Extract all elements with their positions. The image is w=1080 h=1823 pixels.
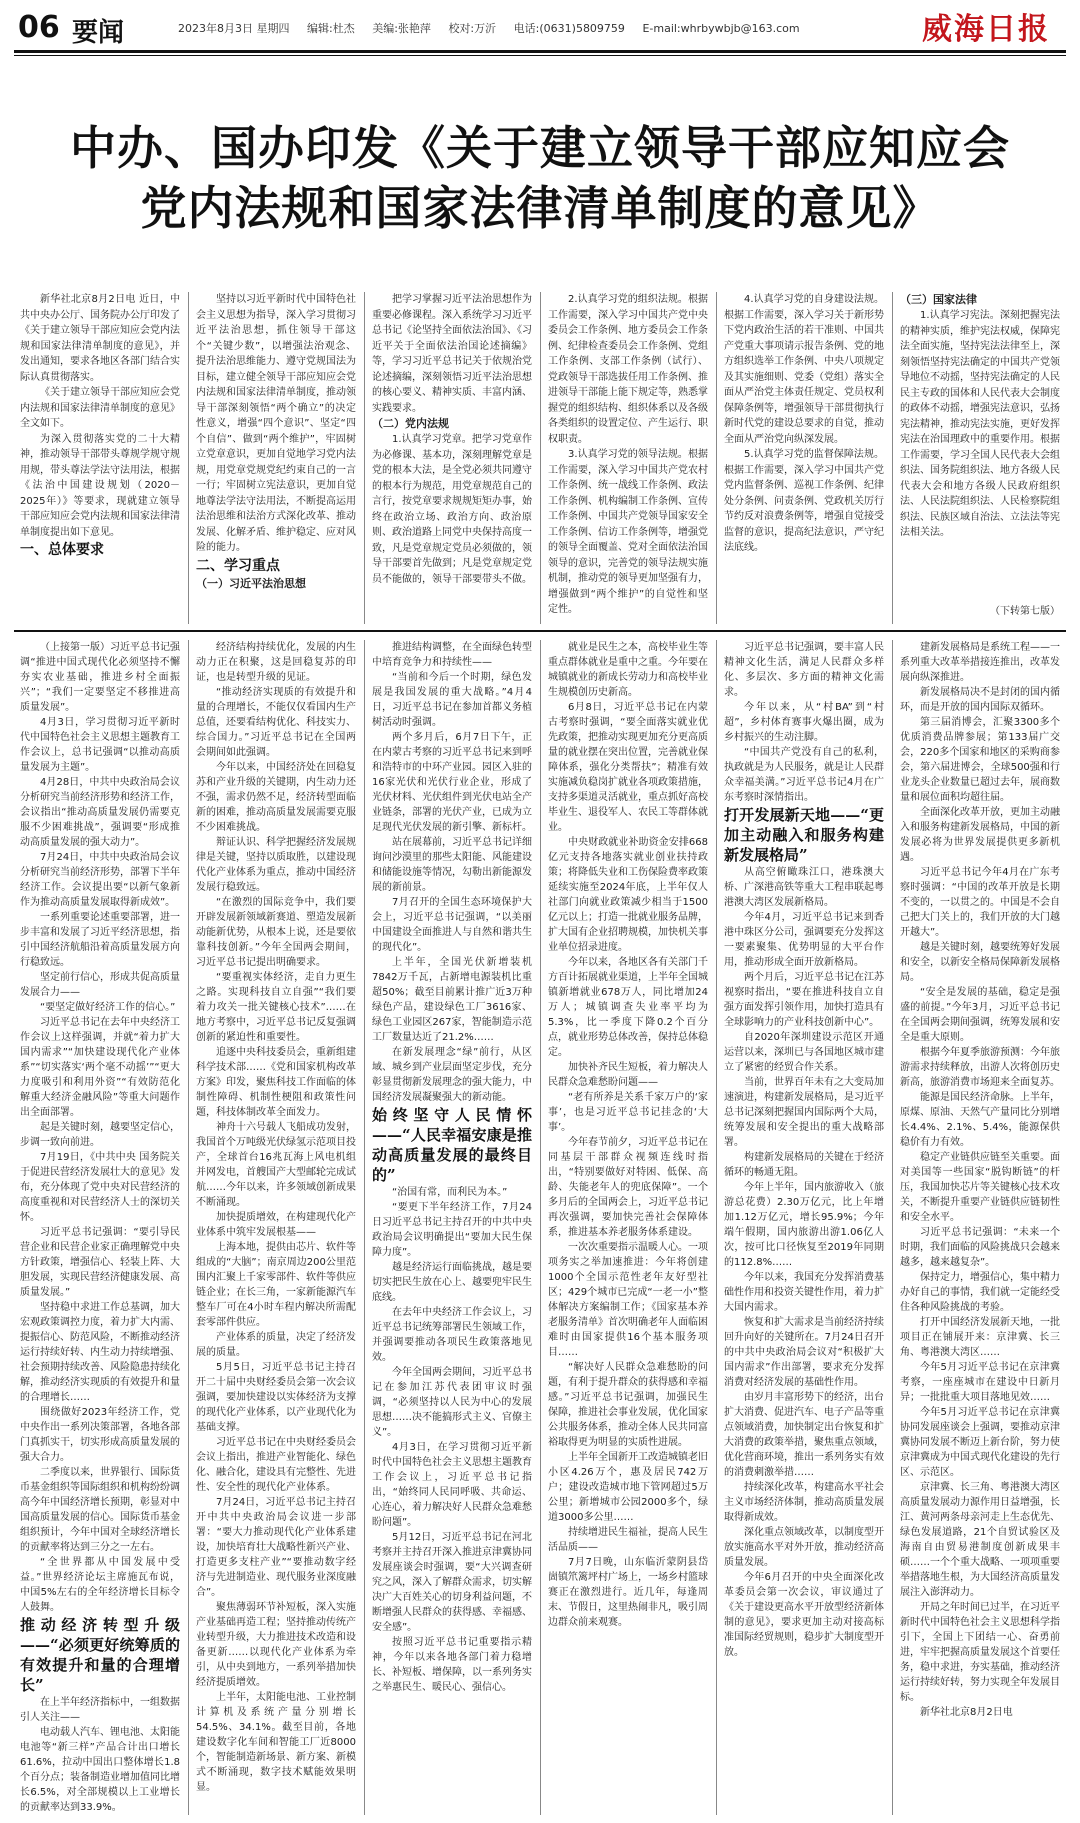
paragraph: 今年以来，中国经济处在回稳复苏和产业升级的关键期，内生动力还不强，需求仍然不足，经济转型面临新的困难，推动高质量发展需要克服不少困难挑战。 [196, 762, 356, 833]
paragraph: 开局之年时间已过半，在习近平新时代中国特色社会主义思想科学指引下，全国上下团结一心、奋勇前进，牢牢把握高质量发展这个首要任务，稳中求进，夯实基础，推动经济运行持续好转，努力实现全年发展目标。 [900, 1602, 1060, 1703]
section-name: 要闻 [72, 18, 125, 48]
paragraph: 京津冀、长三角、粤港澳大湾区高质量发展动力源作用日益增强，长江、黄河两条母亲河走上生态优先、绿色发展道路，21个自贸试验区及海南自由贸易港制度创新成果丰硕……一个个重大战略、一项项重要举措落地生根，为大国经济高质量发展注入澎湃动力。 [900, 1482, 1060, 1598]
paragraph: 在新发展理念“绿”前行，从区域、城乡到产业层面坚定步伐，充分彰显贯彻新发展理念的强大能力，中国经济发展凝聚强大的新动能。 [372, 1047, 532, 1103]
paragraph: 加快补齐民生短板，着力解决人民群众急难愁盼问题—— [548, 1062, 708, 1088]
paragraph: 习近平总书记在去年中央经济工作会议上这样强调，并就“着力扩大国内需求”“加快建设现代化产业体系”“切实落实‘两个毫不动摇’”“更大力度吸引和利用外资”“有效防范化解重大经济金融风险”等重大问题作出全面部署。 [20, 1017, 180, 1118]
paragraph: 为深入贯彻落实党的二十大精神，推动领导干部带头尊规学规守规用规，带头尊法学法守法用法，根据《法治中国建设规划（2020－2025年）》等要求，现就建立领导干部应知应会党内法规和国家法律清单制度提出如下意见。 [20, 433, 180, 538]
lower-col-5 [724, 640, 884, 1815]
paragraph: 深化重点领域改革，以制度型开放实施高水平对外开放，推动经济高质量发展。 [724, 1527, 884, 1568]
paragraph: 习近平总书记今年4月在广东考察时强调：“中国的改革开放是长期不变的，一以贯之的。中国是不会自己把大门关上的，我们开放的大门越开越大”。 [900, 867, 1060, 938]
column-divider [716, 640, 717, 1815]
section-heading: 始终坚守人民情怀——“人民幸福安康是推动高质量发展的最终目的” [372, 1106, 532, 1184]
lower-col-4 [548, 640, 708, 1815]
paragraph: “解决好人民群众急难愁盼的问题，有利于提升群众的获得感和幸福感。”习近平总书记强调，加强民生保障，推进社会事业发展，优化国家公共服务体系，推动全体人民共同富裕取得更为明显的实质性进展。 [548, 1362, 708, 1448]
paragraph: 6月8日，习近平总书记在内蒙古考察时强调，“要全面落实就业优先政策，把推动实现更加充分更高质量的就业摆在突出位置，完善就业保障体系，强化分类帮扶”；精准有效实施减负稳岗扩就业各项政策措施，支持多渠道灵活就业，重点抓好高校毕业生、退役军人、农民工等群体就业。 [548, 702, 708, 833]
upper-col-3 [372, 292, 532, 624]
paragraph: 3.认真学习党的领导法规。根据工作需要，深入学习中国共产党农村工作条例、统一战线工作条例、政法工作条例、机构编制工作条例、宣传工作条例、中国共产党领导国家安全工作条例、信访工作条例等，增强党的领导全面覆盖、党对全面依法治国领导的意识，完善党的领导法规实施机制，推动党的领导更加坚强有力，增强做到“两个维护”的自觉性和坚定性。 [548, 449, 708, 615]
paragraph: “要重视实体经济，走自力更生之路。实现科技自立自强”“我们要着力攻关一批关键核心技术”……在地方考察中，习近平总书记反复强调创新的紧迫性和重要性。 [196, 972, 356, 1043]
paragraph: （上接第一版）习近平总书记强调“推进中国式现代化必须坚持不懈夯实农业基础，推进乡村全面振兴”；“我们一定要坚定不移推进高质量发展”。 [20, 642, 180, 713]
paragraph: 4.认真学习党的自身建设法规。根据工作需要，深入学习关于新形势下党内政治生活的若干准则、中国共产党重大事项请示报告条例、党的地方组织选举工作条例、中央八项规定及其实施细则、党委（党组）落实全面从严治党主体责任规定、党员权利保障条例等，增强领导干部贯彻执行新时代党的建设总要求的自觉，推动全面从严治党向纵深发展。 [724, 294, 884, 445]
paragraph: 在去年中央经济工作会议上，习近平总书记统筹部署民生领域工作，并强调要推动各项民生政策落地见效。 [372, 1307, 532, 1363]
paragraph: 2.认真学习党的组织法规。根据工作需要，深入学习中国共产党中央委员会工作条例、地方委员会工作条例、纪律检查委员会工作条例、党组工作条例、支部工作条例（试行）、党政领导干部选拔任用工作条例、推进领导干部能上能下规定等，熟悉掌握党的组织结构、组织体系以及各级各类组织的设置定位、产生运行、职权职责。 [548, 294, 708, 445]
continued-note: （下转第七版） [990, 606, 1060, 617]
headline-line-2: 党内法规和国家法律清单制度的意见》 [140, 181, 940, 235]
column-divider [364, 292, 365, 624]
header-meta [178, 20, 814, 36]
lower-col-3 [372, 640, 532, 1815]
paragraph: 7月19日，《中共中央 国务院关于促进民营经济发展壮大的意见》发布，充分体现了党中央对民营经济的高度重视和对民营经济人士的深切关怀。 [20, 1152, 180, 1223]
paragraph: 辩证认识、科学把握经济发展规律是关键，坚持以质取胜，以建设现代化产业体系为重点，推动中国经济发展行稳致远。 [196, 837, 356, 893]
upper-col-6 [900, 292, 1060, 624]
paragraph: 新发展格局决不是封闭的国内循环，而是开放的国内国际双循环。 [900, 687, 1060, 713]
column-divider [364, 640, 365, 1815]
paragraph: 一系列重要论述重要部署，进一步丰富和发展了习近平经济思想，指引中国经济航船沿着高质量发展方向行稳致远。 [20, 912, 180, 968]
paragraph: 《关于建立领导干部应知应会党内法规和国家法律清单制度的意见》全文如下。 [20, 387, 180, 429]
newspaper-logo: 威海日报 [922, 12, 1050, 47]
paragraph: 坚持以习近平新时代中国特色社会主义思想为指导，深入学习贯彻习近平法治思想，抓住领导干部这个“关键少数”，以增强法治观念、提升法治思维能力、遵守党规国法为目标，建立健全领导干部应知应会党内法规和国家法律清单制度，推动领导干部深刻领悟“两个确立”的决定性意义，增强“四个意识”、坚定“四个自信”、做到“两个维护”，牢固树立党章意识，更加自觉地学习党内法规，用党章党规党纪约束自己的一言一行；牢固树立宪法意识，更加自觉地尊法学法守法用法，不断提高运用法治思维和法治方式深化改革、推动发展、化解矛盾、维护稳定、应对风险的能力。 [196, 294, 356, 553]
section-heading: 推动经济转型升级——“必须更好统筹质的有效提升和量的合理增长” [20, 1616, 180, 1694]
paragraph: 5月5日，习近平总书记主持召开二十届中央财经委员会第一次会议强调，要加快建设以实体经济为支撑的现代化产业体系，以产业现代化为基础支撑。 [196, 1362, 356, 1433]
paragraph: “推动经济实现质的有效提升和量的合理增长，不能仅仅看国内生产总值，还要看结构优化、科技实力、综合国力。”习近平总书记在全国两会期间如此强调。 [196, 687, 356, 758]
paragraph: 建新发展格局是系统工程——一系列重大改革举措接连推出，改革发展向纵深推进。 [900, 642, 1060, 683]
paragraph: 今年以来，从“村BA”到“村超”，乡村体育赛事火爆出圈，成为乡村振兴的生动注脚。 [724, 702, 884, 743]
editor: 编辑:杜杰 [307, 22, 355, 35]
main-headline [20, 118, 1060, 238]
lower-col-2 [196, 640, 356, 1815]
paragraph: 4月3日，在学习贯彻习近平新时代中国特色社会主义思想主题教育工作会议上，习近平总书记指出，“始终同人民同呼吸、共命运、心连心，着力解决好人民群众急难愁盼问题”。 [372, 1442, 532, 1528]
paragraph: 两个月后，习近平总书记在江苏视察时指出，“要在推进科技自立自强方面发挥引领作用，加快打造具有全球影响力的产业科技创新中心”。 [724, 972, 884, 1028]
paragraph: 由岁月丰富形势下的经济，出台扩大消费、促进汽车、电子产品等重点领域消费，加快制定出台恢复和扩大消费的政策举措，聚焦重点领域，优化营商环境，推出一系列务实有效的消费刺激举措…… [724, 1392, 884, 1478]
paragraph: 今年上半年，国内旅游收入（旅游总花费）2.30万亿元，比上年增加1.12万亿元，增长95.9%；今年端午假期，国内旅游出游1.06亿人次，按可比口径恢复至2019年同期的112.8%…… [724, 1182, 884, 1268]
paragraph: 从高空俯瞰珠江口，港珠澳大桥、广深港高铁等重大工程串联起粤港澳大湾区发展新格局。 [724, 867, 884, 908]
upper-col-1 [20, 292, 180, 624]
paragraph: 今年5月习近平总书记在京津冀考察，一座座城市在建设中日新月异；一批批重大项目落地见效…… [900, 1362, 1060, 1403]
paragraph: 7月24日，习近平总书记主持召开中共中央政治局会议进一步部署：“要大力推动现代化产业体系建设，加快培育壮大战略性新兴产业、打造更多支柱产业”“要推动数字经济与先进制造业、现代服务业深度融合”。 [196, 1497, 356, 1598]
paragraph: 两个多月后，6月7日下午，正在内蒙古考察的习近平总书记来到呼和浩特市的中环产业园。园区入驻的16家光伏和光伏行业企业，形成了光伏材料、光伏组件到光伏电站全产业链条，部署的光伏产业，已成为立足现代光伏发展的新引擎、新标杆。 [372, 732, 532, 833]
paragraph: 能源是国民经济命脉。上半年，原煤、原油、天然气产量同比分别增长4.4%、2.1%、5.4%，能源保供稳价有力有效。 [900, 1092, 1060, 1148]
paragraph: 今年以来，我国充分发挥消费基础性作用和投资关键性作用，着力扩大国内需求。 [724, 1272, 884, 1313]
paragraph: 上半年，全国光伏新增装机7842万千瓦，占新增电源装机比重超50%；截至目前累计推广近3万种绿色产品，建设绿色工厂3616家、绿色工业园区267家，智能制造示范工厂数量达近了21.2%…… [372, 957, 532, 1043]
paragraph: “要更下半年经济工作，7月24日习近平总书记主持召开的中共中央政治局会议明确提出“要加大民生保障力度”。 [372, 1202, 532, 1258]
paragraph: 今年春节前夕，习近平总书记在同基层干部群众视频连线时指出，“特别要做好对特困、低保、高龄、失能老年人的兜底保障”。一个多月后的全国两会上，习近平总书记再次强调，要加快完善社会保障体系，推进基本养老服务体系建设。 [548, 1137, 708, 1238]
paragraph: 越是经济运行面临挑战，越是要切实把民生放在心上、越要兜牢民生底线。 [372, 1262, 532, 1303]
sub-heading: （一）习近平法治思想 [196, 576, 306, 590]
dateline: 新华社北京8月2日电 [920, 1707, 1013, 1718]
paragraph: 4月3日，学习贯彻习近平新时代中国特色社会主义思想主题教育工作会议上，总书记强调“以推动高质量发展为主题”。 [20, 717, 180, 773]
paragraph: 今年6月召开的中央全面深化改革委员会第一次会议，审议通过了《关于建设更高水平开放型经济新体制的意见》，要求更加主动对接高标准国际经贸规则，稳步扩大制度型开放。 [724, 1572, 884, 1658]
paragraph: 自2020年深圳建设示范区开通运营以来，深圳已与各国地区城市建立了紧密的经贸合作关系。 [724, 1032, 884, 1073]
column-divider [188, 292, 189, 624]
paragraph: 围绕做好2023年经济工作，党中央作出一系列决策部署，各地各部门真抓实干，切实形成高质量发展的强大合力。 [20, 1407, 180, 1463]
column-divider [540, 292, 541, 624]
paragraph: “中国共产党没有自己的私利，执政就是为人民服务，就是让人民群众幸福美满。”习近平总书记4月在广东考察时深情指出。 [724, 747, 884, 803]
upper-col-2 [196, 292, 356, 624]
lower-col-1 [20, 640, 180, 1815]
paragraph: 5月12日，习近平总书记在河北考察并主持召开深入推进京津冀协同发展座谈会时强调，要“大兴调查研究之风，深入了解群众需求，切实解决广大百姓关心的切身利益问题，不断增强人民群众的获得感、幸福感、安全感”。 [372, 1532, 532, 1633]
paragraph: 坚定前行信心，形成共促高质量发展合力—— [20, 972, 180, 998]
paragraph: 上海本地，提供由芯片、软件等组成的“大脑”；南京周边200公里范围内汇聚上千家零部件、软件等供应链企业；在长三角，一家新能源汽车整车厂可在4小时车程内解决所需配套零部件供应。 [196, 1242, 356, 1328]
paragraph: 把学习掌握习近平法治思想作为重要必修课程。深入系统学习习近平总书记《论坚持全面依法治国》、《习近平关于全面依法治国论述摘编》等，学习习近平总书记关于依规治党论述摘编，深刻领悟习近平法治思想的核心要义、精神实质、丰富内涵、实践要求。 [372, 294, 532, 414]
paragraph: 构建新发展格局的关键在于经济循环的畅通无阻。 [724, 1152, 884, 1178]
paragraph: 二季度以来，世界银行、国际货币基金组织等国际组织和机构纷纷调高今年中国经济增长预期，彰显对中国高质量发展的信心。国际货币基金组织预计，今年中国对全球经济增长的贡献率将达到三分之一左右。 [20, 1467, 180, 1553]
paragraph: 7月召开的全国生态环境保护大会上，习近平总书记强调，“以美丽中国建设全面推进人与自然和谐共生的现代化”。 [372, 897, 532, 953]
paragraph: “要坚定做好经济工作的信心。” [40, 1002, 176, 1013]
paragraph: 新华社北京8月2日电 近日，中共中央办公厅、国务院办公厅印发了《关于建立领导干部应知应会党内法规和国家法律清单制度的意见》，并发出通知，要求各地区各部门结合实际认真贯彻落实。 [20, 294, 180, 383]
paragraph: 习近平总书记强调：“要引导民营企业和民营企业家正确理解党中央方针政策，增强信心、轻装上阵、大胆发展，实现民营经济健康发展、高质量发展。” [20, 1227, 180, 1298]
paragraph: 站在展幕前，习近平总书记详细询问沙漠里的那些太阳能、风能建设和储能设施等情况，勾勒出新能源发展的新前景。 [372, 837, 532, 893]
paragraph: 上半年全国新开工改造城镇老旧小区4.26万个，惠及居民742万户；建设改造城市地下管网超过5万公里；新增城市公园2000多个，绿道3000多公里…… [548, 1452, 708, 1523]
paragraph: 7月7日晚，山东临沂蒙阴县岱崮镇笊篱坪村广场上，一场乡村篮球赛正在激烈进行。近几年，每逢周末、节假日，这里热闹非凡，吸引周边群众前来观赛。 [548, 1557, 708, 1628]
paragraph: 追逐中央科技委员会，重新组建科学技术部……《党和国家机构改革方案》印发，聚焦科技工作面临的体制性障碍、机制性梗阻和政策性问题，科技体制改革全面发力。 [196, 1047, 356, 1118]
column-divider [188, 640, 189, 1815]
paragraph: 产业体系的质量，决定了经济发展的质量。 [196, 1332, 356, 1358]
section-divider [14, 630, 1066, 632]
header-rule-thin [14, 55, 1066, 56]
paragraph: 今年5月习近平总书记在京津冀协同发展座谈会上强调，要推动京津冀协同发展不断迈上新台阶，努力使京津冀成为中国式现代化建设的先行区、示范区。 [900, 1407, 1060, 1478]
paragraph: 推进结构调整，在全面绿色转型中培育竞争力和持续性—— [372, 642, 532, 668]
paragraph: 起是关键时刻，越要坚定信心，步调一致向前进。 [20, 1122, 180, 1148]
designer: 美编:张艳萍 [372, 22, 431, 35]
column-divider [892, 640, 893, 1815]
paragraph: 越是关键时刻，越要统筹好发展和安全，以新安全格局保障新发展格局。 [900, 942, 1060, 983]
proofreader: 校对:万沂 [448, 22, 497, 35]
paragraph: 在上半年经济指标中，一组数据引人关注—— [20, 1697, 180, 1723]
paragraph: 习近平总书记在中央财经委员会会议上指出，推进产业智能化、绿色化、融合化，建设具有完整性、先进性、安全性的现代化产业体系。 [196, 1437, 356, 1493]
section-heading: 二、学习重点 [196, 557, 280, 574]
paragraph: “治国有常，而利民为本。” [392, 1187, 508, 1198]
paragraph: 恢复和扩大需求是当前经济持续回升向好的关键所在。7月24日召开的中共中央政治局会议对“积极扩大国内需求”作出部署，要求充分发挥消费对经济发展的基础性作用。 [724, 1317, 884, 1388]
paragraph: 全面深化改革开放，更加主动融入和服务构建新发展格局，中国的新发展必将为世界发展提供更多新机遇。 [900, 807, 1060, 863]
paragraph: 持续增进民生福祉，提高人民生活品质—— [548, 1527, 708, 1553]
paragraph: 今年以来，各地区各有关部门千方百计拓展就业渠道，上半年全国城镇新增就业678万人，同比增加24万人；城镇调查失业率平均为5.3%，比一季度下降0.2个百分点，就业形势总体改善，保持总体稳定。 [548, 957, 708, 1058]
paragraph: 5.认真学习党的监督保障法规。根据工作需要，深入学习中国共产党党内监督条例、巡视工作条例、纪律处分条例、问责条例、党政机关厉行节约反对浪费条例等，增强自觉接受监督的意识，提高纪法意识，严守纪法底线。 [724, 449, 884, 553]
paragraph: 聚焦薄弱环节补短板，深入实施产业基础再造工程；坚持推动传统产业转型升级，大力推进技术改造和设备更新……以现代化产业体系为牵引，从中央到地方，一系列举措加快经济提质增效。 [196, 1602, 356, 1688]
paragraph: “当前和今后一个时期，绿色发展是我国发展的重大战略。”4月4日，习近平总书记在参加首都义务植树活动时强调。 [372, 672, 532, 728]
paragraph: 习近平总书记强调，要丰富人民精神文化生活，满足人民群众多样化、多层次、多方面的精神文化需求。 [724, 642, 884, 698]
paragraph: 今年4月，习近平总书记来到香港中珠区分公司，强调要充分发挥这一要素聚集、优势明显的大平台作用，推动形成全面开放新格局。 [724, 912, 884, 968]
paragraph: 今年全国两会期间，习近平总书记在参加江苏代表团审议时强调，“必须坚持以人民为中心的发展思想……决不能搞形式主义、官僚主义”。 [372, 1367, 532, 1438]
page-header [0, 0, 1080, 58]
paragraph: 就业是民生之本，高校毕业生等重点群体就业是重中之重。今年要在城镇就业的新成长劳动力和高校毕业生规模创历史新高。 [548, 642, 708, 698]
paragraph: 当前，世界百年未有之大变局加速演进，构建新发展格局，是习近平总书记深刻把握国内国际两个大局，统筹发展和安全提出的重大战略部署。 [724, 1077, 884, 1148]
paragraph: 1.认真学习党章。把学习党章作为必修课、基本功，深刻理解党章是党的根本大法，是全党必须共同遵守的根本行为规范，用党章规范自己的言行，按党章要求规规矩矩办事，始终在政治立场、政治方向、政治原则、政治道路上同党中央保持高度一致，凡是党章规定党员必须做的，领导干部要首先做到；凡是党章规定党员不能做的，领导干部要带头不做。 [372, 434, 532, 585]
paragraph: 经济结构持续优化，发展的内生动力正在积聚，这是回稳复苏的印证，也是转型升级的见证。 [196, 642, 356, 683]
paragraph: “安全是发展的基础，稳定是强盛的前提。”今年3月，习近平总书记在全国两会期间强调，统筹发展和安全是重大原则。 [900, 987, 1060, 1043]
paragraph: 4月28日，中共中央政治局会议分析研究当前经济形势和经济工作，会议指出“推动高质量发展仍需要克服不少困难挑战”，强调要“形成推动高质量发展的强大动力”。 [20, 777, 180, 848]
section-heading: 一、总体要求 [20, 542, 104, 558]
headline-line-1: 中办、国办印发《关于建立领导干部应知应会 [70, 121, 1010, 175]
paragraph: 1.认真学习宪法。深刻把握宪法的精神实质，维护宪法权威，保障宪法全面实施，坚持宪法法律至上，深刻领悟坚持宪法确定的中国共产党领导地位不动摇，坚持宪法确定的人民民主专政的国体和人民代表大会制度的政体不动摇，增强宪法意识，弘扬宪法精神，推动宪法实施，更好发挥宪法在治国理政中的重要作用。根据工作需要，学习全国人民代表大会组织法、国务院组织法、地方各级人民代表大会和地方各级人民政府组织法、人民法院组织法、人民检察院组织法、民族区域自治法、立法法等宪法相关法。 [900, 310, 1060, 538]
sub-heading: （二）党内法规 [372, 417, 449, 430]
lower-col-6 [900, 640, 1060, 1815]
paragraph: 第三届消博会，汇聚3300多个优质消费品牌参展；第133届广交会，220多个国家和地区的采购商参会，第六届进博会，全球500强和行业龙头企业数量已超过去年，展商数量和展位面积均超往届。 [900, 717, 1060, 803]
column-divider [540, 640, 541, 1815]
paragraph: 持续深化改革，构建高水平社会主义市场经济体制，推动高质量发展取得新成效。 [724, 1482, 884, 1523]
column-divider [892, 292, 893, 624]
paragraph: 加快提质增效，在构建现代化产业体系中筑牢发展根基—— [196, 1212, 356, 1238]
paragraph: 一次次重要指示温暖人心。一项项务实之举加速推进：今年将创建1000个全国示范性老年友好型社区；429个城市已完成“一老一小”整体解决方案编制工作；《国家基本养老服务清单》首次明确老年人面临困难时由国家提供16个基本服务项目…… [548, 1242, 708, 1358]
upper-col-4 [548, 292, 708, 624]
paragraph: 神舟十六号载人飞船成功发射，我国首个万吨级光伏绿氢示范项目投产，全球首台16兆瓦海上风电机组并网发电，首艘国产大型邮轮完成试航……今年以来，许多领域创新成果不断涌现。 [196, 1122, 356, 1208]
paragraph: 习近平总书记强调：“未来一个时期，我们面临的风险挑战只会越来越多，越来越复杂”。 [900, 1227, 1060, 1268]
paragraph: 7月24日，中共中央政治局会议分析研究当前经济形势，部署下半年经济工作。会议提出要“以新气象新作为推动高质量发展取得新成效”。 [20, 852, 180, 908]
paragraph: 稳定产业链供应链至关重要。面对美国等一些国家“脱钩断链”的杆压，我国加快芯片等关键核心技术攻关，不断提升重要产业链供应链韧性和安全水平。 [900, 1152, 1060, 1223]
paragraph: 中央财政就业补助资金安排668亿元支持各地落实就业创业扶持政策；将降低失业和工伤保险费率政策延续实施至2024年底，上半年仅人社部门向就业政策减少相当于1500亿元以上；打造一批就业服务品牌，扩大国有企业招聘规模，加快机关事业单位招录进度。 [548, 837, 708, 953]
email: E-mail:whrbywbjb@163.com [642, 22, 800, 35]
paragraph: 坚持稳中求进工作总基调，加大宏观政策调控力度，着力扩大内需、提振信心、防范风险，不断推动经济运行持续好转、内生动力持续增强、社会预期持续改善、风险隐患持续化解，推动经济实现质的有效提升和量的合理增长…… [20, 1302, 180, 1403]
paragraph: 按照习近平总书记重要指示精神，今年以来各地各部门着力稳增长、补短板、增保障，以一系列务实之举惠民生、暖民心、强信心。 [372, 1637, 532, 1693]
paragraph: “在激烈的国际竞争中，我们要开辟发展新领域新赛道、塑造发展新动能新优势，从根本上说，还是要依靠科技创新。”今年全国两会期间，习近平总书记提出明确要求。 [196, 897, 356, 968]
sub-heading: （三）国家法律 [900, 293, 977, 306]
paragraph: 上半年，太阳能电池、工业控制计算机及系统产量分别增长54.5%、34.1%。截至目前，各地建设数字化车间和智能工厂近8000个，智能制造新场景、新方案、新模式不断涌现，数字技术赋能效果明显。 [196, 1692, 356, 1793]
paragraph: 电动载人汽车、锂电池、太阳能电池等“新三样”产品合计出口增长61.6%，拉动中国出口整体增长1.8个百分点；装备制造业增加值同比增长6.5%，对全部规模以上工业增长的贡献率达到33.9%。 [20, 1727, 180, 1813]
page-number: 06 [18, 10, 60, 45]
section-heading: 打开发展新天地——“更加主动融入和服务构建新发展格局” [724, 806, 884, 864]
header-rule [14, 50, 1066, 53]
paragraph: 根据今年夏季旅游预测：今年旅游需求持续释放，出游人次将创历史新高，旅游消费市场迎来全面复苏。 [900, 1047, 1060, 1088]
paragraph: 保持定力，增强信心，集中精力办好自己的事情，我们就一定能经受住各种风险挑战的考验。 [900, 1272, 1060, 1313]
phone: 电话:(0631)5809759 [513, 22, 625, 35]
column-divider [716, 292, 717, 624]
paragraph: 打开中国经济发展新天地，一批项目正在铺展开来：京津冀、长三角、粤港澳大湾区…… [900, 1317, 1060, 1358]
upper-col-5 [724, 292, 884, 624]
paragraph: “老有所养是关系千家万户的‘家事’，也是习近平总书记挂念的‘大事’。 [548, 1092, 708, 1133]
paragraph: “全世界都从中国发展中受益。”世界经济论坛主席施瓦布说，中国5%左右的全年经济增长目标令人鼓舞。 [20, 1557, 180, 1613]
issue-date: 2023年8月3日 星期四 [178, 22, 290, 35]
